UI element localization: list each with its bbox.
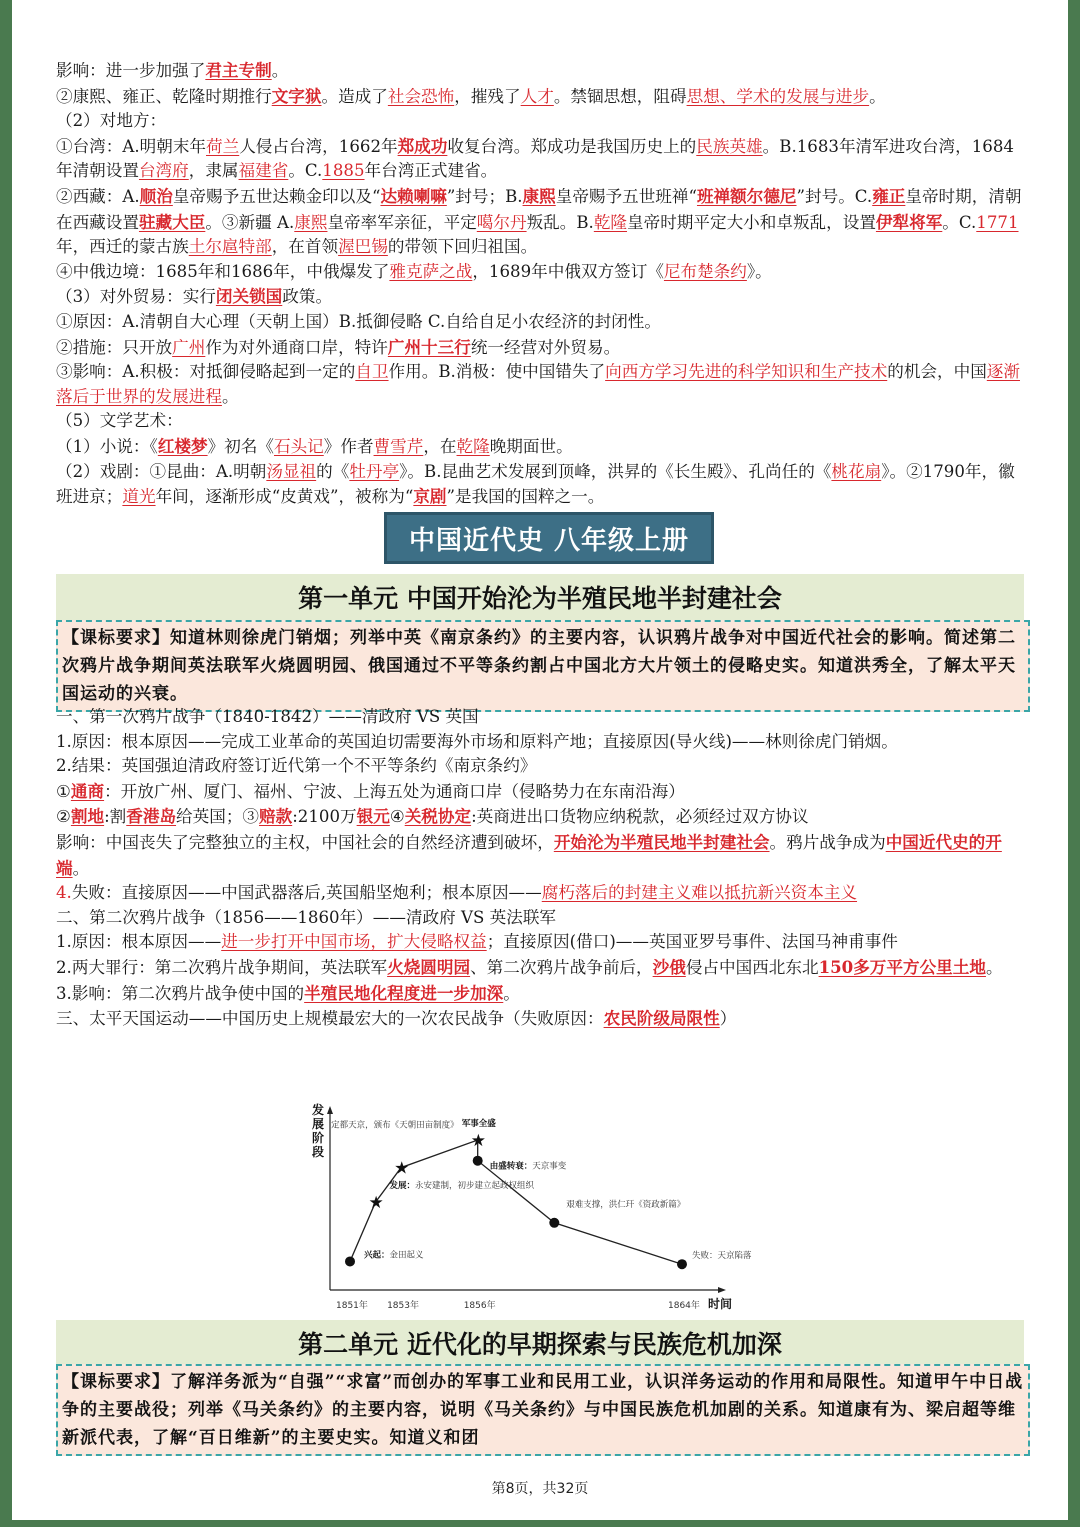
x-tick-label: 1853年 [387,1301,419,1311]
point-label: 发展：永安建制，初步建立起政权组织 [389,1181,535,1192]
text-line: 二、第二次鸦片战争（1856——1860年）——清政府 VS 英法联军 [56,907,557,927]
unit2-header [56,1320,1024,1366]
taiping-chart [302,1100,752,1318]
unit1-header [56,574,1024,620]
text-line: ②西藏：A.顺治皇帝赐予五世达赖金印以及“达赖喇嘛”封号；B.康熙皇帝赐予五世班禅“班禅额尔德尼”封号。C.雍正皇帝时期，清朝在西藏设置驻藏大臣。③新疆 A.康熙皇帝率军亲征，平定噶尔丹叛乱。B.乾隆皇帝时期平定大小和卓叛乱，设置伊犁将军。C.1771年，西迁的蒙古族土尔扈特部，在首领渥巴锡的带领下回归祖国。 [56,185,1022,257]
unit2-title: 第二单元 近代化的早期探索与民族危机加深 [298,1330,782,1359]
text-line: 4.失败：直接原因——中国武器落后,英国船坚炮利；根本原因——腐朽落后的封建主义难以抵抗新兴资本主义 [56,883,858,903]
text-line: ③影响：A.积极：对抵御侵略起到一定的自卫作用。B.消极：使中国错失了向西方学习先进的科学知识和生产技术的机会，中国逐渐落后于世界的发展进程。 [56,362,1020,406]
text-line: （3）对外贸易：实行闭关锁国政策。 [56,286,333,307]
point-marker [549,1218,559,1228]
text-line: （5）文学艺术： [56,411,183,431]
x-tick-label: 1856年 [463,1301,496,1311]
y-axis-label: 发展阶段 [312,1103,325,1159]
text-line: 影响：进一步加强了君主专制。 [56,60,289,80]
text-line: ①台湾：A.明朝末年荷兰人侵占台湾，1662年郑成功收复台湾。郑成功是我国历史上的民族英雄。B.1683年清军进攻台湾，1684年清朝设置台湾府，隶属福建省。C.1885年台湾正式建省。 [56,135,1014,181]
requirements-text: 了解洋务派为“自强”“求富”而创办的军事工业和民用工业，认识洋务运动的作用和局限性。知道甲午中日战争的主要战役；列举《马关条约》的主要内容，说明《马关条约》与中国民族危机加剧的关系。知道康有为、梁启超等维新派代表，了解“百日维新”的主要史实。知道义和团 [62,1372,1024,1448]
y-axis-arrow [327,1106,333,1114]
text-line: （1）小说：《红楼梦》初名《石头记》作者曹雪芹，在乾隆晚期面世。 [56,435,573,456]
text-line: ②割地:割香港岛给英国；③赔款:2100万银元④关税协定:英商进出口货物应纳税款，必须经过双方协议 [56,806,809,827]
text-line: ①通商：开放广州、厦门、福州、宁波、上海五处为通商口岸（侵略势力在东南沿海） [56,780,685,801]
section-banner [384,512,714,564]
document-page [12,0,1068,1520]
text-line: ①原因：A.清朝自大心理（天朝上国）B.抵御侵略 C.自给自足小农经济的封闭性。 [56,311,661,331]
text-line: 1.原因：根本原因——完成工业革命的英国迫切需要海外市场和原料产地；直接原因(导火线)——林则徐虎门销烟。 [56,731,898,751]
unit1-requirements [56,620,1030,712]
x-tick-label: 1851年 [336,1301,368,1311]
point-label: 失败：天京陷落 [692,1251,752,1262]
star-marker: ★ [368,1193,384,1214]
text-line: 3.影响：第二次鸦片战争使中国的半殖民地化程度进一步加深。 [56,982,520,1003]
text-line: 一、第一次鸦片战争（1840-1842）——清政府 VS 英国 [56,707,479,726]
text-line: 三、太平天国运动——中国历史上规模最宏大的一次农民战争（失败原因：农民阶级局限性） [56,1008,737,1029]
x-axis-arrow [718,1287,726,1293]
requirements-tag: 【课标要求】 [62,1372,170,1392]
unit2-requirements [56,1364,1030,1456]
point-label: 军事全盛 [461,1119,496,1129]
point-marker [473,1156,483,1166]
opium-war-notes-block [56,705,1026,1032]
text-line: （2）戏剧：①昆曲：A.明朝汤显祖的《牡丹亭》。B.昆曲艺术发展到顶峰，洪昇的《长生殿》、孔尚任的《桃花扇》。②1790年，徽班进京；道光年间，逐渐形成“皮黄戏”，被称为“京剧”是我国的国粹之一。 [56,461,1015,507]
text-line: （2）对地方： [56,111,167,131]
requirements-tag: 【课标要求】 [62,628,170,648]
x-tick-label: 1864年 [668,1301,700,1311]
point-label: 艰难支撑，洪仁玕《资政新篇》 [566,1199,686,1210]
point-label: 兴起：金田起义 [364,1250,424,1261]
qing-notes-block [56,58,1026,510]
point-label: 定都天京，颁布《天朝田亩制度》 [331,1120,459,1131]
text-line: ④中俄边境：1685年和1686年，中俄爆发了雅克萨之战，1689年中俄双方签订《尼布楚条约》。 [56,261,772,281]
text-line: 影响：中国丧失了完整独立的主权，中国社会的自然经济遭到破坏，开始沦为半殖民地半封建社会。鸦片战争成为中国近代史的开端。 [56,831,1002,878]
text-line: 1.原因：根本原因——进一步打开中国市场，扩大侵略权益；直接原因(借口)——英国亚罗号事件、法国马神甫事件 [56,932,898,952]
text-line: 2.结果：英国强迫清政府签订近代第一个不平等条约《南京条约》 [56,756,537,776]
requirements-text: 知道林则徐虎门销烟；列举中英《南京条约》的主要内容，认识鸦片战争对中国近代社会的影响。简述第二次鸦片战争期间英法联军火烧圆明园、俄国通过不平等条约割占中国北方大片领土的侵略史实。知道洪秀全，了解太平天国运动的兴衰。 [62,628,1016,704]
text-line: 2.两大罪行：第二次鸦片战争期间，英法联军火烧圆明园、第二次鸦片战争前后，沙俄侵占中国西北东北150多万平方公里土地。 [56,956,1003,977]
point-marker [345,1256,355,1266]
page-number: 第8页，共32页 [491,1481,589,1497]
star-marker: ★ [470,1131,486,1151]
text-line: ②措施：只开放广州作为对外通商口岸，特许广州十三行统一经营对外贸易。 [56,336,621,357]
point-label: 由盛转衰：天京事变 [489,1161,567,1172]
point-marker [677,1259,687,1269]
text-line: ②康熙、雍正、乾隆时期推行文字狱。造成了社会恐怖，摧残了人才。禁锢思想，阻碍思想、学术的发展与进步。 [56,85,886,106]
star-marker: ★ [394,1158,410,1179]
section-banner-title: 中国近代史 八年级上册 [408,525,690,556]
x-axis-label: 时间 [708,1297,733,1311]
unit1-title: 第一单元 中国开始沦为半殖民地半封建社会 [298,584,782,613]
